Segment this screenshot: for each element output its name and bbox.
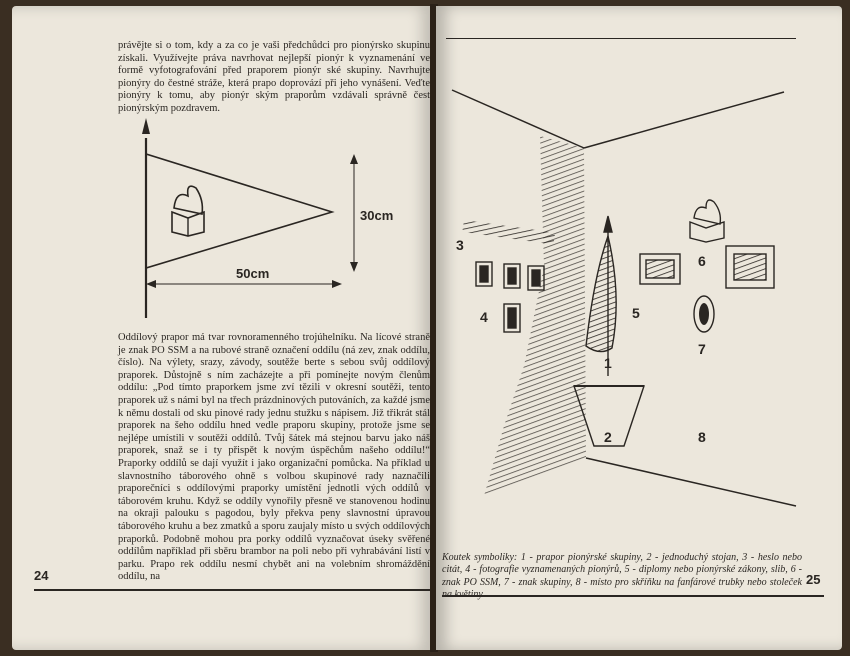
ceiling-right-line bbox=[584, 92, 784, 148]
pole-tip bbox=[142, 118, 150, 134]
po-ssm-emblem-icon bbox=[690, 200, 724, 242]
figure-label-2: 2 bbox=[604, 429, 612, 445]
page-number-left: 24 bbox=[34, 568, 49, 583]
figure-label-5: 5 bbox=[632, 305, 640, 321]
figure-label-4: 4 bbox=[480, 309, 488, 325]
figure-label-8: 8 bbox=[698, 429, 706, 445]
figure-label-3: 3 bbox=[456, 237, 464, 253]
shaded-wall bbox=[484, 136, 586, 496]
motto-banner bbox=[462, 220, 555, 245]
figure-label-1: 1 bbox=[604, 355, 612, 371]
paragraph-top: právějte si o tom, kdy a za co je vaši předchůdci pro pionýrsko skupinu získali. Využívejte práva navrhovat nejlepší pionýr k vyznamenání ve formě vyfotografování před praporem pionýr ské skupiny. Navrhujte pionýry do čestné stráže, která prapo doprovází při jeho vynášení. Veďte pionýry k tomu, aby pionýr ským praporům vzdávali správně čest pionýrským pozdravem. bbox=[118, 40, 430, 114]
pennant-figure bbox=[132, 118, 432, 318]
symbol-corner-figure bbox=[444, 66, 814, 506]
pioneer-emblem-icon bbox=[172, 186, 204, 236]
diplomas-group bbox=[640, 246, 774, 288]
left-page bbox=[12, 6, 432, 650]
page-number-right: 25 bbox=[806, 572, 821, 587]
figure-label-6: 6 bbox=[698, 253, 706, 269]
width-label: 50cm bbox=[236, 266, 270, 281]
ceiling-left-line bbox=[452, 90, 584, 148]
bottom-rule-left bbox=[34, 589, 432, 591]
floor-right-line bbox=[586, 458, 796, 506]
height-label: 30cm bbox=[360, 208, 394, 223]
top-rule-right bbox=[446, 38, 796, 39]
figure-caption: Koutek symboliky: 1 - prapor pionýrské skupiny, 2 - jednoduchý stojan, 3 - heslo nebo citát, 4 - fotografie vyznamenaných pionýrů, 5 - diplomy nebo pionýrské zákony, slib, 6 - znak PO SSM, 7 - znak skupiny, 8 - místo pro skříňku na fanfárové trubky nebo stoleček bbox=[442, 552, 802, 588]
figure-label-7: 7 bbox=[698, 341, 706, 357]
paragraph-bottom: Oddílový prapor má tvar rovnoramenného trojúhelníku. Na lícové straně je znak PO SSM a na rubové straně označení oddílu (ná zev, znak oddílu, číslo). Na výlety, srazy, závody, soutěže berte s sebou svůj oddílový praporek. Důstojně s ním zacházejte a při pomínejte novým členům oddílu: „Pod tímto praporkem jsme zví tězili v okresní soutěži, tento praporek už s námi byl na třech prázdninových putováních, za každé jsme k němu dostali od sku pinové rady jednu stužku s nápisem. Již třikrát stál praporek na šeho oddílu hned vedle praporu skupiny, protože jsme se nejlépe umístili v soutěži oddílů. Tvůj šátek má stejnou barvu jako náš praporek, snaž se i ty přispět k novým úspěchům našeho oddílu!“ Praporky oddílů se dají využít i jako organizační pomůcka. Na příklad u slavnostního táborového ohně s volbou skupinové rady naznačili praporečníci s oddílovými praporky umístění jednotli vých oddílů v táborovém kruhu. Když se oddíly vynořily přesně ve stanovenou hodinu na okraji palouku s pagodou, byly překva peny slavnostní úpravou táborového kruhu a bez zmatků a sporu zaujaly místo u svých oddílových praporků. Podobně mohou pra porky oddílů vyznačovat úseky svěřené oddílům například při sběru brambor na poli nebo při vyhrabávání listí v parku. Prapo rek oddílu nesmí chybět ani na volebním shromáždění oddílu, na bbox=[118, 332, 430, 583]
right-page bbox=[436, 6, 842, 650]
bottom-rule-right bbox=[442, 595, 824, 597]
pennant-triangle bbox=[146, 154, 332, 268]
